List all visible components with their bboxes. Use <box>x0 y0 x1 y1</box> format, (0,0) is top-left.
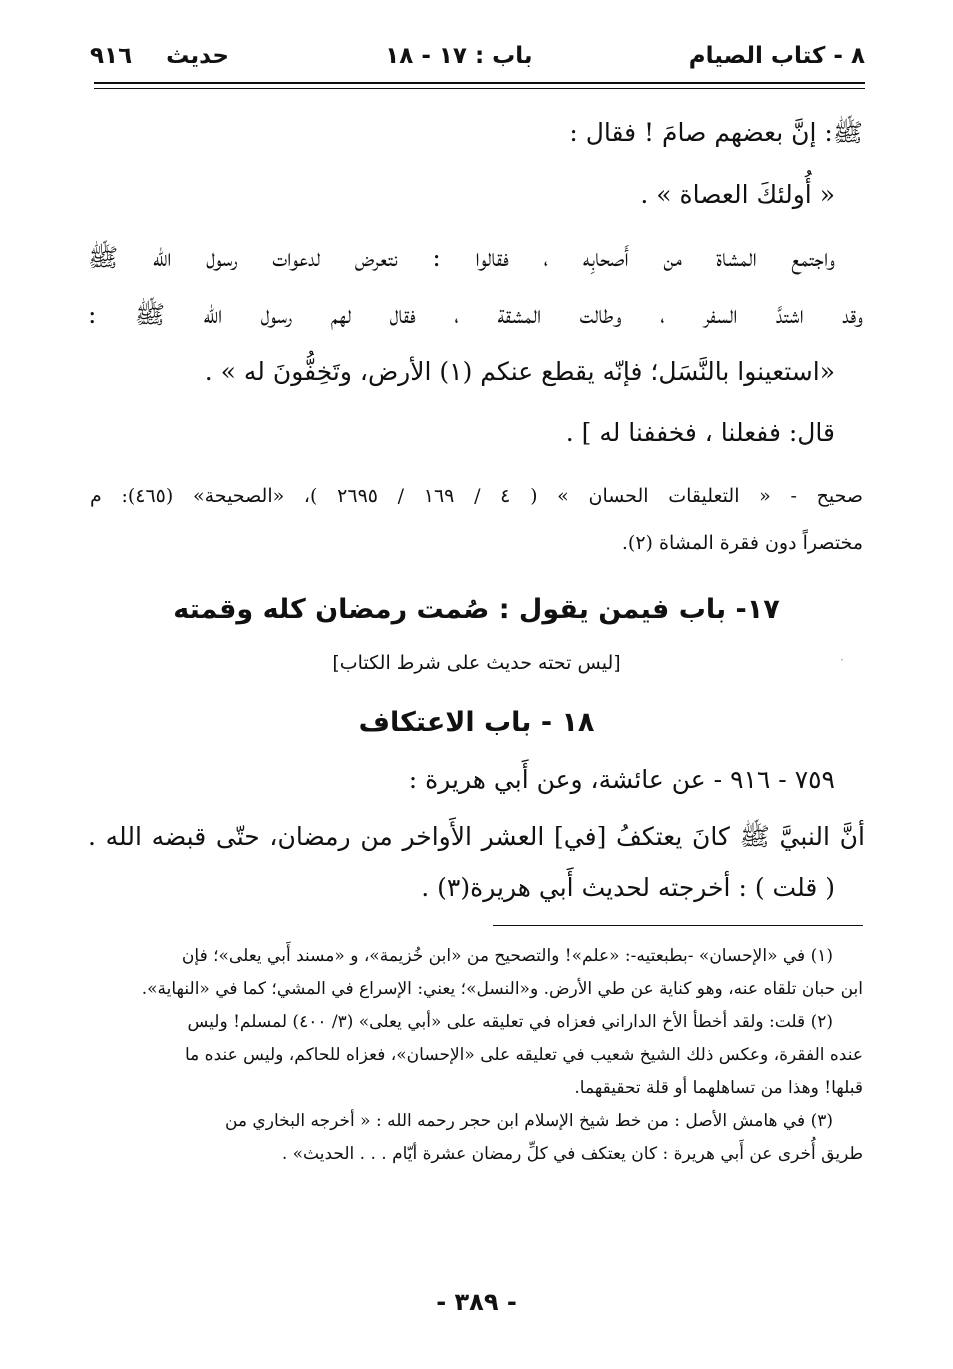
body-line: «استعينوا بالنَّسَل؛ فإنّه يقطع عنكم (١) الأرض، وتَخِفُّونَ له » . <box>204 357 835 386</box>
footnote-line: (١) في «الإحسان» -بطبعتيه-: «علم»! والتصحيح من «ابن خُزيمة»، و «مسند أَبي يعلى»؛ فإن <box>181 946 833 966</box>
page-number: - ٣٨٩ - <box>436 1288 517 1316</box>
hadith-comment: ( قلت ) : أخرجته لحديث أَبي هريرة(٣) . <box>421 873 835 902</box>
chapter-heading: ١٨ - باب الاعتكاف <box>358 707 595 738</box>
footnote-line: قبلها! وهذا من تساهلهما أو قلة تحقيقهما. <box>574 1078 863 1098</box>
margin-mark: · <box>840 653 844 667</box>
footnote-line: (٢) قلت: ولقد أخطأ الأخ الداراني فعزاه في تعليقه على «أبي يعلى» (٣/ ٤٠٠) لمسلم! وليس <box>187 1012 833 1032</box>
body-line: قال: ففعلنا ، فخففنا له ] . <box>565 418 835 447</box>
running-header-bab: باب : ١٧ - ١٨ <box>385 43 533 69</box>
footnote-line: عنده الفقرة، وعكس ذلك الشيخ شعيب في تعليقه على «الإحسان»، فعزاه للحاكم، وليس عنده ما <box>184 1045 863 1065</box>
source-citation: صحيح - « التعليقات الحسان » ( ٤ / ١٦٩ / ٢٦٩٥ )، «الصحيحة» (٤٦٥): م <box>90 485 863 507</box>
footnote-rule <box>493 925 863 926</box>
hadith-label: حديث <box>166 43 229 69</box>
body-line: ﷺ: إنَّ بعضهم صامَ ! فقال : <box>569 118 863 147</box>
header-rule <box>94 82 865 89</box>
chapter-note: [ليس تحته حديث على شرط الكتاب] <box>332 652 621 674</box>
running-header-chapter: ٨ - كتاب الصيام <box>688 43 865 69</box>
running-header <box>90 36 865 76</box>
footnote-line: (٣) في هامش الأصل : من خط شيخ الإسلام ابن حجر رحمه الله : « أخرجه البخاري من <box>224 1111 833 1131</box>
running-header-hadith <box>90 43 229 69</box>
chapter-heading: ١٧- باب فيمن يقول : صُمت رمضان كله وقمته <box>173 594 780 625</box>
footnote-line: طريق أُخرى عن أَبي هريرة : كان يعتكف في كلِّ رمضان عشرة أيّام . . . الحديث» . <box>281 1144 863 1164</box>
hadith-number: ٩١٦ <box>90 43 133 69</box>
hadith-isnad: ٧٥٩ - ٩١٦ - عن عائشة، وعن أَبي هريرة : <box>408 765 835 794</box>
source-citation: مختصراً دون فقرة المشاة (٢). <box>621 532 863 554</box>
footnote-line: ابن حبان تلقاه عنه، وهو كناية عن طي الأرض. و«النسل»؛ يعني: الإسراع في المشي؛ كما في «النهاية». <box>141 979 863 999</box>
footnote <box>88 940 863 1171</box>
body-line: « أُولئكَ العصاة » . <box>640 180 835 209</box>
body-line: واجتمع المشاة من أَصحابِه ، فقالوا : نتعرض لدعوات رسول الله ﷺ <box>88 243 835 272</box>
body-line: وقد اشتدَّ السفر ، وطالت المشقة ، فقال لهم رسول الله ﷺ : <box>88 300 863 329</box>
hadith-matn: أنَّ النبيَّ ﷺ كانَ يعتكفُ [في] العشر الأَواخر من رمضان، حتّى قبضه الله . <box>88 822 865 851</box>
